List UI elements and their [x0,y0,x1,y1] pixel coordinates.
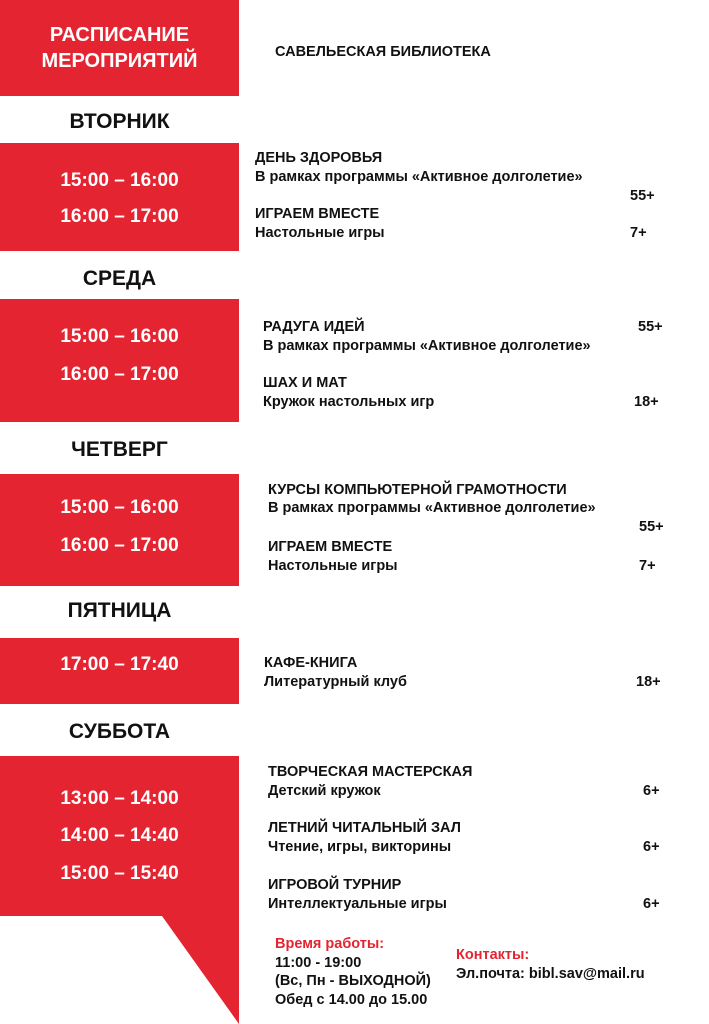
time-slot: 15:00 – 16:00 [60,170,179,191]
age-badge: 6+ [643,783,660,799]
time-slot: 15:00 – 16:00 [60,326,179,347]
age-badge: 55+ [638,319,663,335]
library-name: САВЕЛЬЕСКАЯ БИБЛИОТЕКА [275,44,491,60]
event-title: ЛЕТНИЙ ЧИТАЛЬНЫЙ ЗАЛ [268,820,461,836]
day-tuesday: ВТОРНИК [69,110,170,133]
day-thursday: ЧЕТВЕРГ [71,438,168,461]
time-block-wednesday [0,299,239,422]
age-badge: 55+ [639,519,664,535]
time-slot: 16:00 – 17:00 [60,364,179,385]
day-friday: ПЯТНИЦА [67,599,172,622]
time-slot: 16:00 – 17:00 [60,535,179,556]
day-saturday: СУББОТА [68,720,171,743]
event-title: ИГРОВОЙ ТУРНИР [268,877,402,893]
event-desc: Настольные игры [268,558,398,574]
event-title: РАДУГА ИДЕЙ [263,319,365,335]
hours-lunch: Обед с 14.00 до 15.00 [275,992,428,1008]
event-title: ИГРАЕМ ВМЕСТЕ [268,539,393,555]
event-title: КУРСЫ КОМПЬЮТЕРНОЙ ГРАМОТНОСТИ [268,482,567,498]
time-slot: 13:00 – 14:00 [60,788,179,809]
event-desc: Интеллектуальные игры [268,896,447,912]
event-title: КАФЕ-КНИГА [264,655,358,671]
event-desc: Кружок настольных игр [263,394,435,410]
age-badge: 6+ [643,839,660,855]
contacts-label: Контакты: [456,947,530,963]
schedule-title-line1: РАСПИСАНИЕ [49,24,190,46]
event-desc: Детский кружок [268,783,381,799]
age-badge: 55+ [630,188,655,204]
hours-time: 11:00 - 19:00 [275,955,362,971]
time-slot: 14:00 – 14:40 [60,825,179,846]
event-title: ИГРАЕМ ВМЕСТЕ [255,206,380,222]
contacts-email: Эл.почта: bibl.sav@mail.ru [456,966,645,982]
age-badge: 7+ [639,558,656,574]
event-desc: Настольные игры [255,225,385,241]
age-badge: 6+ [643,896,660,912]
time-slot: 15:00 – 15:40 [60,863,179,884]
time-block-tuesday [0,143,239,251]
event-desc: В рамках программы «Активное долголетие» [263,338,591,354]
event-title: ШАХ И МАТ [263,375,347,391]
event-title: ДЕНЬ ЗДОРОВЬЯ [255,150,383,166]
age-badge: 7+ [630,225,647,241]
time-slot: 15:00 – 16:00 [60,497,179,518]
age-badge: 18+ [634,394,659,410]
hours-days-off: (Вс, Пн - ВЫХОДНОЙ) [275,973,431,989]
time-block-thursday [0,474,239,586]
event-desc: В рамках программы «Активное долголетие» [268,500,596,516]
day-wednesday: СРЕДА [82,267,157,290]
event-desc: В рамках программы «Активное долголетие» [255,169,583,185]
age-badge: 18+ [636,674,661,690]
event-desc: Литературный клуб [264,674,407,690]
schedule-title [0,0,239,96]
time-slot: 16:00 – 17:00 [60,206,179,227]
event-desc: Чтение, игры, викторины [268,839,452,855]
time-slot: 17:00 – 17:40 [60,654,179,675]
hours-label: Время работы: [275,936,385,952]
schedule-title-line2: МЕРОПРИЯТИЙ [41,50,198,72]
event-title: ТВОРЧЕСКАЯ МАСТЕРСКАЯ [268,764,473,780]
